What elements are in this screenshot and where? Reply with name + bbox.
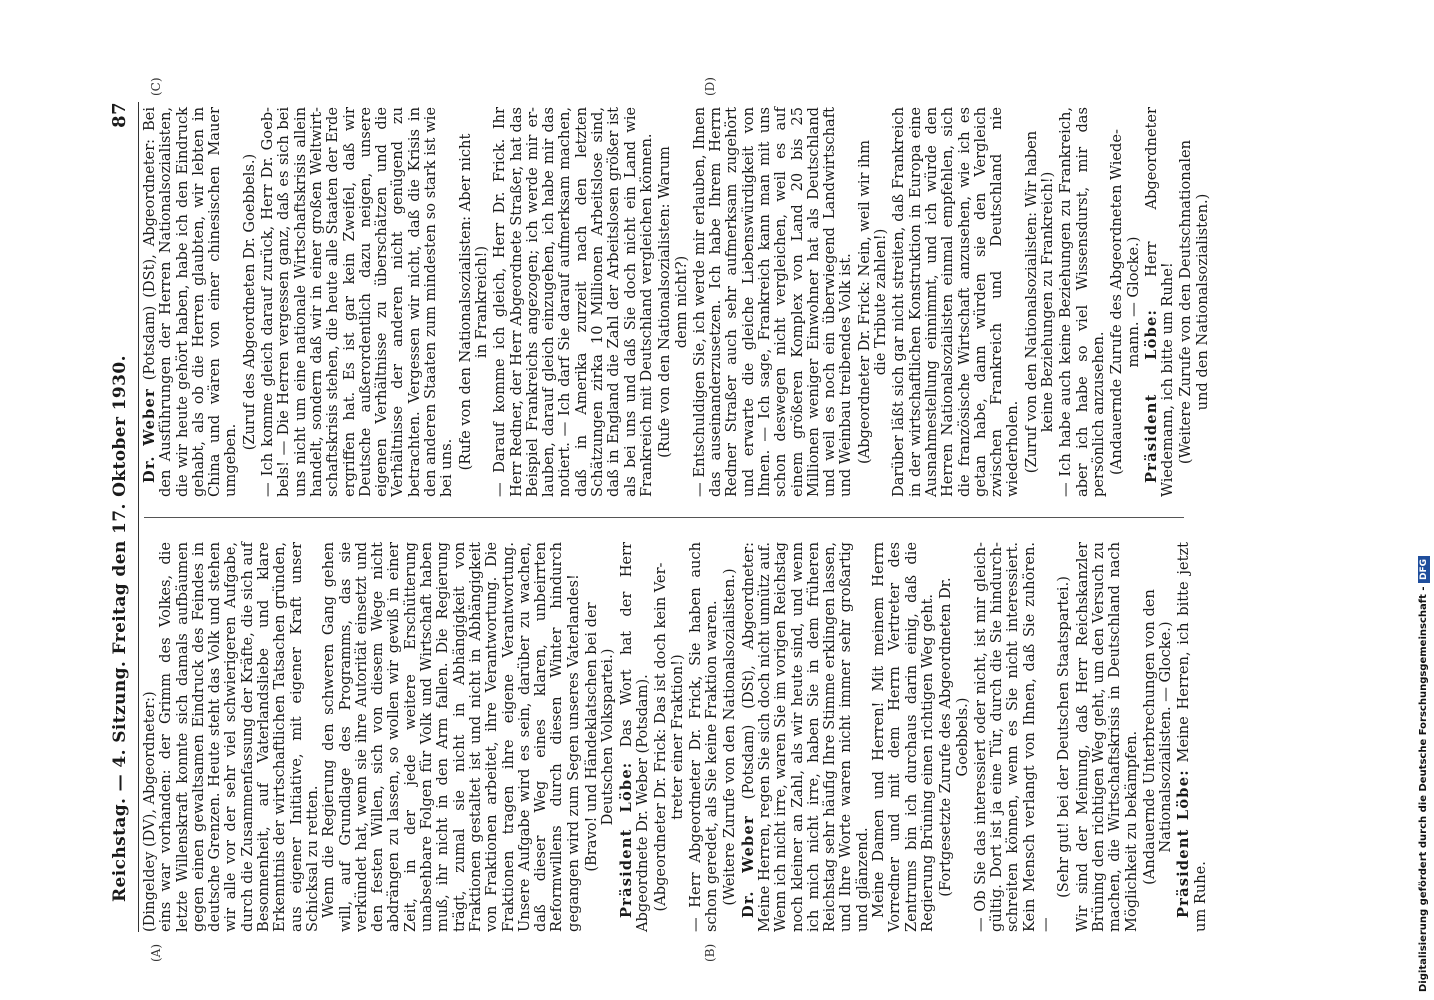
- text-paragraph: — Ich habe auch keine Beziehungen zu Frankreich, aber ich habe so viel Wissensdurst, mir das persönlich anzusehen.: [1057, 107, 1107, 497]
- page-header: [109, 102, 134, 932]
- text-paragraph: — Entschuldigen Sie, ich werde mir erlauben, Ihnen das auseinanderzusetzen. Ich habe Ihrem Herrn Redner Straßer auch sehr aufmerksam zugehört und erwarte die gleiche Liebenswürdigkeit von Ihnen. — Ich sage, Frankreich kann man mit uns schon deswegen nicht vergleichen, weil es auf einem größeren Komplex von Land 20 bis 25 Millionen weniger Einwohner hat als Deutschland und weil es noch ein überwiegend Landwirtschaft und Weinbau treibendes Volk ist.: [690, 107, 855, 497]
- speech-paragraph: [142, 107, 240, 497]
- stage-direction: (Weitere Zurufe von den Deutschnationalen und den Nationalsozialisten.): [1177, 139, 1211, 465]
- speaker-name: Dr. Weber: [141, 388, 158, 483]
- digitization-sidebar: [1413, 8, 1431, 992]
- stage-direction: (Bravo! und Händeklatschen bei der Deutschen Volkspartei.): [583, 602, 617, 872]
- stage-direction: (Abgeordneter Dr. Frick: Nein, weil wir ihm die Tribute zahlen!): [855, 139, 890, 465]
- stage-direction: (Weitere Zurufe von den Nationalsozialisten.): [721, 568, 739, 906]
- text-paragraph: Wir sind der Meinung, daß Herr Reichskanzler Brüning den richtigen Weg geht, um den Versuch zu machen, die Wirtschaftskrisis in Deutschland nach Möglichkeit zu bekämpfen.: [1073, 542, 1140, 932]
- text-paragraph: — Darauf komme ich gleich, Herr Dr. Frick. Ihr Herr Redner, der Herr Abgeordnete Straßer, hat das Beispiel Frankreichs angezogen; ich werde mir erlauben, darauf gleich einzugehen, ich habe mir das notiert. — Ich darf Sie darauf aufmerksam machen, daß in Amerika zurzeit nach den letzten Schätzungen zirka 10 Millionen Arbeitslose sind, daß in England die Zahl der Arbeitslosen größer ist als bei uns und daß Sie doch nicht ein Land wie Frankreich mit Deutschland vergleichen können.: [491, 106, 655, 497]
- page-number: 87: [109, 102, 130, 128]
- stage-direction: (Andauernde Zurufe des Abgeordneten Wiedemann. — Glocke.): [1108, 129, 1142, 475]
- speaker-name: Präsident Löbe:: [1142, 308, 1160, 483]
- text-paragraph: (Dingeldey (DV), Abgeordneter:): [141, 691, 158, 932]
- sidebar-text: Digitalisierung gefördert durch die Deutsche Forschungsgemeinschaft -: [1418, 586, 1429, 992]
- text-paragraph: Meine Damen und Herren! Mit meinem Herrn Vorredner und mit dem Herrn Vertreter des Zentrums bin ich durchaus darin einig, daß die Regierung Brüning einen richtigen Weg geht.: [870, 542, 936, 932]
- speech-text: Meine Herren, ich bitte jetzt um Ruhe.: [1175, 542, 1209, 932]
- speech-paragraph: [1144, 107, 1177, 497]
- stage-direction: (Abgeordneter Dr. Frick: Das ist doch kein Vertreter einer Fraktion!): [652, 562, 686, 912]
- header-rule: [138, 102, 139, 932]
- speaker-name: Präsident Löbe:: [617, 761, 635, 918]
- speech-text: (Potsdam) (DSt), Abgeordneter: Bei den Ausführungen der Herren Nationalsozialisten, die wir heute gehört haben, habe ich den Eindruck gehabt, als ob die Herren glaubten, wir lebten in China und wären von einer chinesischen Mauer umgeben.: [141, 107, 240, 497]
- text-paragraph: — Herr Abgeordneter Dr. Frick, Sie haben auch schon geredet, als Sie keine Fraktion waren.: [686, 542, 721, 932]
- margin-mark-c: (C): [149, 77, 163, 96]
- stage-direction: (Rufe von den Nationalsozialisten: Aber nicht in Frankreich!): [456, 133, 490, 471]
- document-page: [109, 77, 1212, 962]
- stage-direction: (Rufe von den Nationalsozialisten: Warum denn nicht?): [656, 146, 690, 458]
- text-paragraph: Darüber läßt sich gar nicht streiten, daß Frankreich in der wirtschaftlichen Konstruktion in Europa eine Ausnahmestellung einnimmt, und ich würde den Herren Nationalsozialisten einmal empfehlen, sich die französische Wirtschaft anzusehen, wie ich es getan habe, dann würden sie den Vergleich zwischen Frankreich und Deutschland nie wiederholen.: [890, 107, 1022, 497]
- speech-paragraph: [741, 542, 871, 932]
- text-paragraph: — Ob Sie das interessiert oder nicht, ist mir gleichgültig. Dort ist ja eine Tür, durch die Sie hindurchschreiten können, wenn es Sie nicht interessiert. Kein Mensch verlangt von Ihnen, daß Sie zuhören. —: [971, 542, 1055, 932]
- dfg-logo: DFG: [1418, 556, 1430, 583]
- speech-paragraph: [1176, 542, 1209, 932]
- speech-text: Herr Abgeordneter Wiedemann, ich bitte um Ruhe!: [1142, 106, 1177, 497]
- header-title: Reichstag. — 4. Sitzung. Freitag den 17. Oktober 1930.: [110, 355, 130, 902]
- left-column: [142, 542, 1209, 932]
- speech-text: (Potsdam) (DSt), Abgeordneter: Meine Herren, regen Sie sich doch nicht unnütz auf. Wenn ich nicht irre, waren Sie im vorigen Reichstag noch kleiner an Zahl, als wir heute sind, und wenn ich mich nicht irre, haben Sie in dem früheren Reichstag sehr häufig Ihre Stimme erklingen lassen, und Ihre Worte waren nicht immer sehr großartig und glänzend.: [739, 542, 871, 932]
- stage-direction: (Sehr gut! bei der Deutschen Staatspartei.): [1055, 576, 1073, 898]
- stage-direction: (Fortgesetzte Zurufe des Abgeordneten Dr. Goebbels.): [937, 577, 971, 897]
- text-paragraph: — Ich komme gleich darauf zurück, Herr Dr. Goebbels! — Die Herren vergessen ganz, daß es sich bei uns nicht um eine nationale Wirtschaftskrisis allein handelt, sondern daß wir in einer großen Weltwirtschaftskrisis stehen, die heute alle Staaten der Erde ergriffen hat. Es ist gar kein Zweifel, daß wir Deutsche außerordentlich dazu neigen, unsere eigenen Verhältnisse zu überschätzen und die Verhältnisse der anderen nicht genügend zu betrachten. Vergessen wir nicht, daß die Krisis in den anderen Staaten zum mindesten so stark ist wie bei uns.: [259, 107, 456, 497]
- column-separator: [144, 517, 1184, 518]
- speaker-name: Dr. Weber: [739, 815, 757, 918]
- margin-mark-d: (D): [703, 77, 717, 96]
- right-column: [142, 107, 1213, 497]
- stage-direction: (Zuruf des Abgeordneten Dr. Goebbels.): [240, 153, 258, 451]
- speaker-name: Präsident Löbe:: [1175, 769, 1193, 918]
- stage-direction: (Andauernde Unterbrechungen von den Nationalsozialisten. — Glocke.): [1140, 589, 1175, 885]
- text-paragraph: Wenn die Regierung den schweren Gang gehen will, auf Grundlage des Programms, das sie verkündet hat, wenn sie ihre Autorität einsetzt und den festen Willen, sich von diesem Wege nicht abdrängen zu lassen, so wollen wir gewiß in einer Zeit, in der jede weitere Erschütterung unabsehbare Folgen für Volk und Wirtschaft haben muß, ihr nicht in den Arm fallen. Die Regierung trägt, zumal sie nicht in Abhängigkeit von Fraktionen gestaltet ist und nicht in Abhängigkeit von Fraktionen arbeitet, ihre Verantwortung. Die Fraktionen tragen ihre eigene Verantwortung. Unsere Aufgabe wird es sein, darüber zu wachen, daß dieser Weg eines klaren, unbeirrten Reformwillens durch diesen Winter hindurch gegangen wird zum Segen unseres Vaterlandes!: [320, 542, 582, 932]
- speech-text: Das Wort hat der Herr Abgeordnete Dr. Weber (Potsdam).: [617, 541, 651, 932]
- text-paragraph: eins war vorhanden: der Grimm des Volkes, die letzte Willenskraft konnte sich damals aufbäumen gegen einen gewaltsamen Eindruck des Feindes in deutsche Grenzen. Heute steht das Volk und stehen wir alle vor der sehr viel schwierigeren Aufgabe, durch die Zusammenfassung der Kräfte, die sich auf Besonnenheit, auf Vaterlandsliebe und klare Erkenntnis der wirtschaftlichen Tatsachen gründen, aus eigener Initiative, mit eigener Kraft unser Schicksal zu retten.: [157, 542, 321, 932]
- margin-mark-b: (B): [703, 943, 717, 962]
- margin-mark-a: (A): [149, 943, 163, 962]
- speech-paragraph: [619, 542, 652, 932]
- stage-direction: (Zuruf von den Nationalsozialisten: Wir haben keine Beziehungen zu Frankreich!): [1022, 130, 1057, 474]
